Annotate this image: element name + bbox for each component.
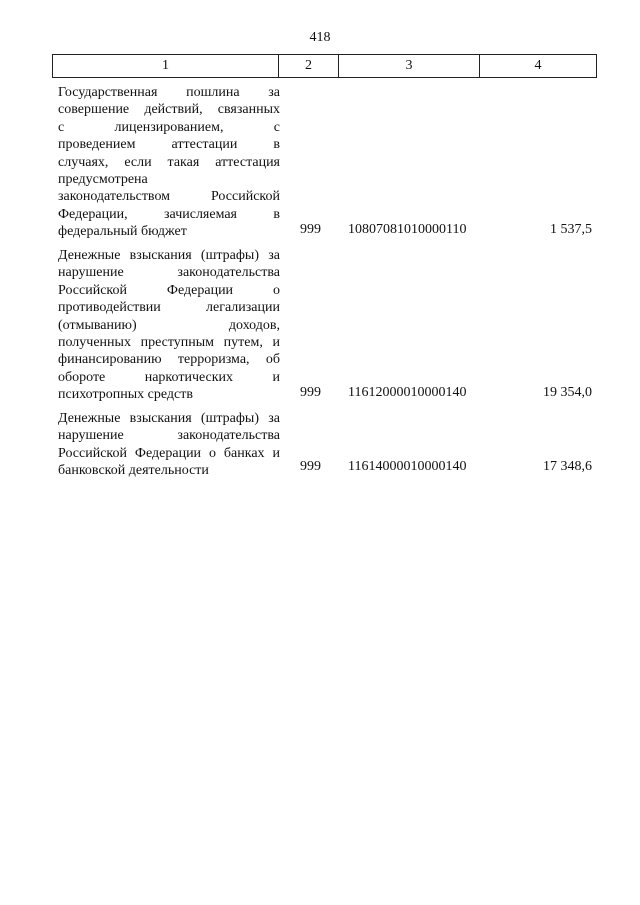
- page-number: 418: [309, 30, 331, 45]
- description-line: нарушение законодательства: [58, 265, 280, 281]
- table-row: [52, 84, 592, 244]
- header-row: [53, 55, 597, 78]
- description-line: обороте наркотических и: [58, 369, 280, 385]
- description-line: нарушение законодательства: [58, 428, 280, 444]
- description-line: случаях, если такая аттестация: [58, 154, 280, 170]
- row-description: [58, 410, 280, 480]
- description-line: с лицензированием, с: [58, 119, 280, 135]
- kbk-code: 10807081010000110: [348, 222, 467, 237]
- description-line: федеральный бюджет: [58, 224, 187, 240]
- description-line: предусмотрена: [58, 172, 148, 188]
- description-line: Федерации, зачисляемая в: [58, 206, 280, 222]
- description-line: противодействии легализации: [58, 300, 280, 316]
- description-line: Российской Федерации о банках и: [58, 445, 280, 461]
- description-line: Денежные взыскания (штрафы) за: [58, 248, 280, 263]
- row-description: [58, 247, 280, 404]
- admin-code: 999: [300, 222, 321, 237]
- kbk-code: 11612000010000140: [348, 385, 467, 400]
- description-line: Государственная пошлина за: [58, 85, 280, 100]
- description-line: Российской Федерации о: [58, 282, 280, 298]
- admin-code: 999: [300, 459, 321, 474]
- description-line: законодательством Российской: [58, 189, 280, 205]
- column-header-table: [52, 54, 597, 78]
- amount-value: 1 537,5: [550, 222, 592, 237]
- description-line: финансированию терроризма, об: [58, 352, 280, 368]
- header-col-1: 1: [53, 55, 279, 78]
- description-line: психотропных средств: [58, 387, 193, 403]
- description-line: проведением аттестации в: [58, 137, 280, 153]
- header-col-4: 4: [480, 55, 597, 78]
- table-row: [52, 247, 592, 407]
- admin-code: 999: [300, 385, 321, 400]
- kbk-code: 11614000010000140: [348, 459, 467, 474]
- header-col-2: 2: [279, 55, 339, 78]
- amount-value: 17 348,6: [543, 459, 592, 474]
- description-line: банковской деятельности: [58, 463, 209, 479]
- description-line: Денежные взыскания (штрафы) за: [58, 411, 280, 426]
- description-line: (отмыванию) доходов,: [58, 317, 280, 333]
- table-row: [52, 410, 592, 485]
- row-description: [58, 84, 280, 241]
- header-col-3: 3: [339, 55, 480, 78]
- amount-value: 19 354,0: [543, 385, 592, 400]
- description-line: полученных преступным путем, и: [58, 335, 280, 351]
- description-line: совершение действий, связанных: [58, 102, 280, 118]
